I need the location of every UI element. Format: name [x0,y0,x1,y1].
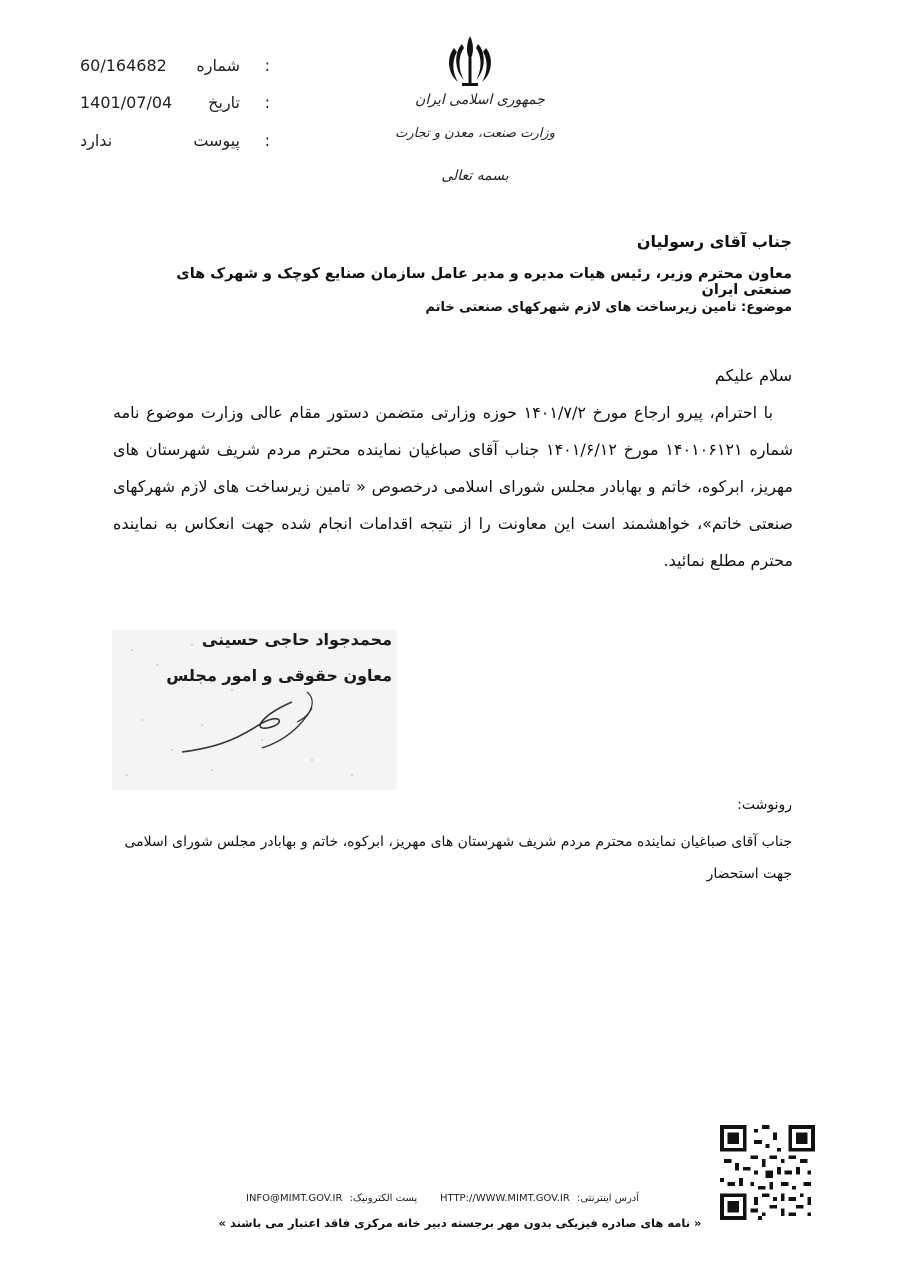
letter-attachment [70,131,270,157]
footer-email: INFO@MIMT.GOV.IR [246,1193,343,1204]
cc-label: رونوشت: [737,797,792,813]
bismillah: بسمه تعالی [441,168,509,184]
signature-scribble-icon [112,630,397,790]
letter-number [70,56,270,82]
letter-number-value: 60/164682 [80,56,167,75]
letter-date-value: 1401/07/04 [80,93,173,112]
letter-attachment-label: پیوست [193,131,240,150]
republic-heading: جمهوری اسلامی ایران [415,92,545,108]
colon: : [264,56,270,75]
signatory-name: محمدجواد حاجی حسینی [201,630,392,649]
signature-block [112,630,397,790]
letter-date-label: تاریخ [208,93,240,112]
footer-email-line [246,1193,417,1204]
colon: : [264,131,270,150]
letter-attachment-value: ندارد [80,131,113,150]
signatory-title: معاون حقوقی و امور مجلس [166,666,392,685]
letter-body-paragraph: با احترام، پیرو ارجاع مورخ ۱۴۰۱/۷/۲ حوزه وزارتی متضمن دستور مقام عالی وزارت موضوع نامه شماره ۱۴۰۱۰۶۱۲۱ مورخ ۱۴۰۱/۶/۱۲ جناب آقای صباغیان نماینده محترم مردم شریف شهرستان های مهریز، ابرکوه، خاتم و بهابادر مجلس شورای اسلامی درخصوص « تامین زیرساخت های لازم شهرکهای صنعتی خاتم»، خواهشمند است این معاونت را از نتیجه اقدامات انجام شده جهت انعکاس به نماینده محترم مطلع نمائید. [113,403,794,570]
addressee-title: معاون محترم وزیر، رئیس هیات مدیره و مدیر عامل سازمان صنایع کوچک و شهرک های صنعتی ایران [176,266,792,298]
cc-text: جناب آقای صباغیان نماینده محترم مردم شریف شهرستان های مهریز، ابرکوه، خاتم و بهابادر مجلس شورای اسلامی جهت استحضار [124,834,792,882]
addressee-name: جناب آقای رسولیان [636,232,792,251]
greeting: سلام علیکم [714,366,792,385]
footer-web-label: آدرس اینترنتی: [576,1193,640,1204]
colon: : [264,93,270,112]
subject-line: موضوع: تامین زیرساخت های لازم شهرکهای صنعتی خاتم [425,300,792,315]
ministry-heading: وزارت صنعت، معدن و تجارت [395,126,555,141]
footer-web: HTTP://WWW.MIMT.GOV.IR [440,1193,570,1204]
footer-notice: « نامه های صادره فیزیکی بدون مهر برجسته دبیر خانه مرکزی فاقد اعتبار می باشند » [218,1216,702,1230]
letter-number-label: شماره [196,56,240,75]
qr-code-icon [720,1125,815,1220]
letter-date [70,93,270,119]
footer-web-line [440,1193,639,1204]
iran-emblem-icon [440,30,500,90]
footer-email-label: پست الکترونیک: [349,1193,418,1204]
